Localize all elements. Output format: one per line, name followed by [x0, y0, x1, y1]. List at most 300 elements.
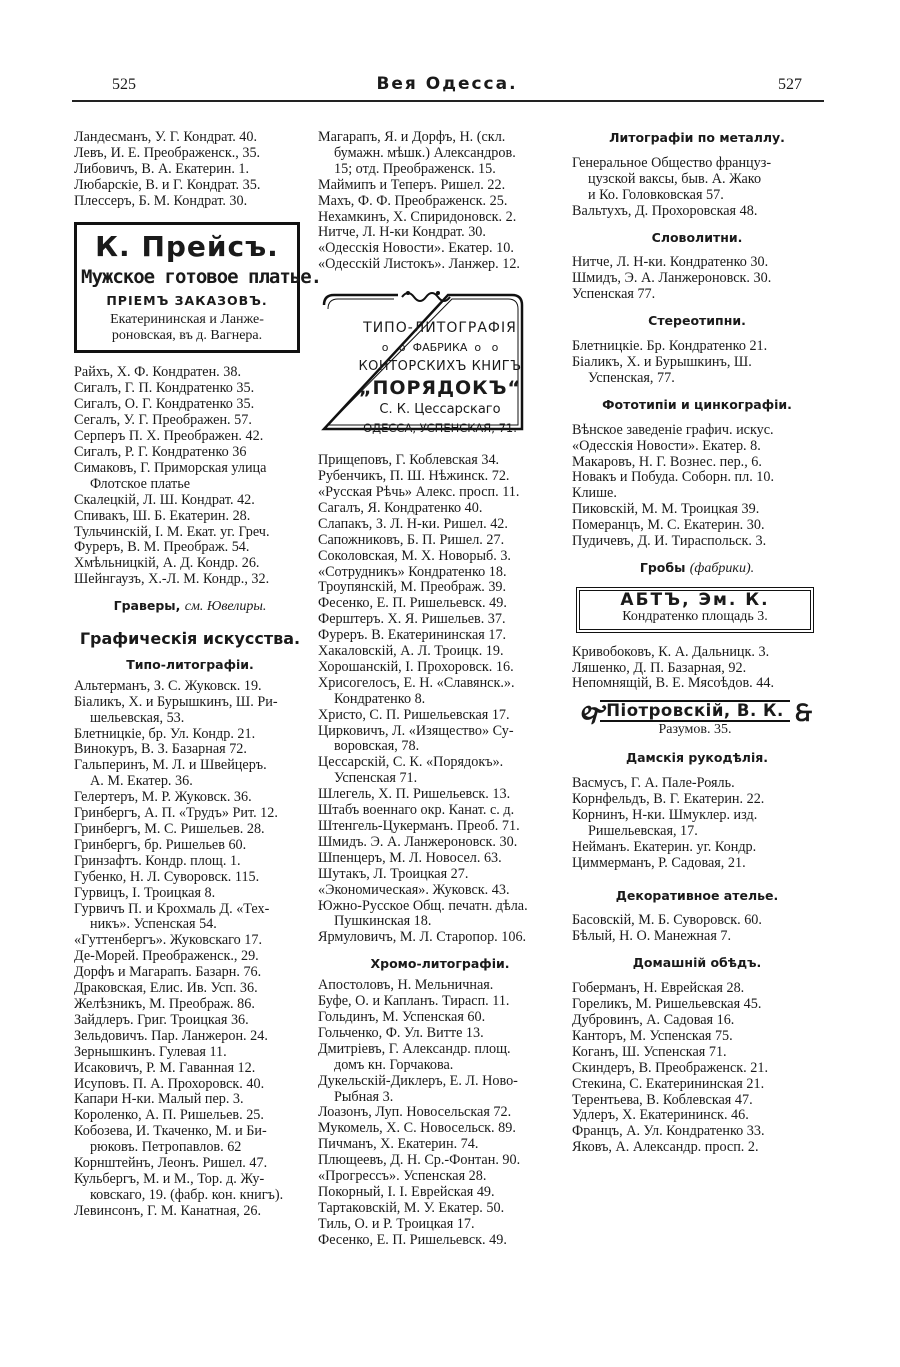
entry-line: Терентьева, В. Коблевская 47.: [572, 1092, 753, 1108]
directory-entry: Хмѣльницкій, А. Д. Кондр. 26.: [74, 556, 260, 572]
entry-continuation: Успенская, 77.: [588, 370, 675, 386]
directory-entry: [572, 1077, 822, 1093]
entry-line: «Сотрудникъ» Кондратенко 18.: [318, 564, 507, 580]
directory-entry: [572, 1124, 822, 1140]
entry-line: Корнфельдъ, В. Г. Екатерин. 22.: [572, 792, 765, 807]
directory-entry: Скалецкій, Л. Ш. Кондрат. 42.: [74, 492, 255, 508]
ad-orders: ПРІЕМЪ ЗАКАЗОВЪ.: [106, 292, 268, 308]
directory-entry: [572, 661, 822, 677]
directory-entry: [74, 1077, 306, 1093]
directory-entry: [572, 423, 822, 439]
entry-line: Кривобоковъ, К. А. Дальницк. 3.: [572, 644, 770, 660]
entry-continuation: воровская, 78.: [334, 739, 420, 755]
directory-entry: [318, 644, 562, 660]
ad-name: АБТЪ, Эм. К.: [620, 589, 770, 610]
directory-entry: [74, 679, 306, 695]
directory-entry: [74, 1124, 306, 1156]
section-title: Декоративное ателье.: [615, 887, 779, 903]
directory-entry: [572, 156, 822, 204]
directory-entry: [318, 835, 562, 851]
entry-line: Вѣнское заведеніе графич. искус.: [572, 422, 774, 438]
entry-continuation: шельевская, 53.: [90, 710, 185, 726]
entry-line: Драковская, Елис. Ив. Усп. 36.: [74, 981, 258, 997]
ad-address: ОДЕССА, УСПЕНСКАЯ, 71.: [363, 421, 517, 436]
scroll-ornament-icon: 🙲: [795, 701, 812, 728]
cross-reference: см. Ювелиры.: [184, 599, 267, 615]
directory-entry: [318, 549, 562, 565]
entry-line: Блетницкіе. Бр. Кондратенко 21.: [572, 339, 768, 355]
directory-entry: [318, 1217, 562, 1233]
entry-line: Біаликъ, Х. и Бурышкинъ, Ш. Ри-: [74, 694, 278, 710]
directory-entry: [318, 1074, 562, 1106]
ad-text: [326, 319, 554, 438]
section-title: Дамскія рукодѣлія.: [625, 750, 769, 766]
directory-entry: [74, 870, 306, 886]
entry-line: Зернышкинъ. Гулевая 11.: [74, 1044, 227, 1060]
entry-line: Исаковичъ, Р. М. Гаванная 12.: [74, 1060, 256, 1076]
advertisement-preis: [74, 222, 322, 354]
directory-entry: [572, 255, 822, 271]
entry-line: Сагалъ, Я. Кондратенко 40.: [318, 500, 483, 516]
entry-line: Желѣзникъ, М. Преображ. 86.: [74, 996, 255, 1012]
directory-entry: Тульчинскій, І. М. Екат. уг. Греч.: [74, 524, 270, 540]
entry-line: Цирковичъ, Л. «Изящество» Су-: [318, 723, 514, 739]
entry-continuation: Кондратенко 8.: [334, 691, 426, 707]
directory-entry: [318, 1185, 562, 1201]
entry-line: Удлеръ, Х. Екатерининск. 46.: [572, 1108, 749, 1124]
entry-line: Прищеповъ, Г. Коблевская 34.: [318, 453, 500, 469]
directory-entry: [572, 355, 822, 387]
entry-continuation: рюковъ. Петропавлов. 62: [90, 1140, 242, 1156]
directory-entry: [318, 899, 562, 931]
entry-line: Соколовская, М. Х. Новорыб. 3.: [318, 548, 511, 564]
directory-entry: [572, 1029, 822, 1045]
directory-entry: [572, 287, 822, 303]
entry-list: [572, 981, 822, 1156]
directory-entry: Плессеръ, Б. М. Кондрат. 30.: [74, 193, 248, 209]
ad-address: Разумов. 35.: [658, 722, 732, 738]
entry-line: Стекина, С. Екатерининская 21.: [572, 1076, 765, 1092]
entry-list: [318, 978, 562, 1248]
entry-list: [318, 130, 562, 273]
entry-list: [74, 679, 306, 1220]
directory-entry: [572, 792, 822, 808]
column-right: [572, 130, 822, 1156]
directory-entry: [318, 225, 562, 241]
entry-line: Гальперинъ, М. Л. и Швейцеръ.: [74, 758, 267, 774]
directory-entry: [74, 1029, 306, 1045]
directory-entry: [318, 628, 562, 644]
entry-line: Біаликъ, Х. и Бурышкинъ, Ш.: [572, 354, 752, 370]
section-coffins: [572, 560, 822, 577]
directory-entry: [318, 241, 562, 257]
entry-list: [572, 645, 822, 693]
directory-entry: [572, 1061, 822, 1077]
entry-line: Яковъ, А. Александр. просп. 2.: [572, 1140, 759, 1156]
directory-entry: [572, 271, 822, 287]
directory-entry: [74, 695, 306, 727]
directory-entry: [318, 178, 562, 194]
directory-entry: [74, 997, 306, 1013]
entry-line: Тиль, О. и Р. Троицкая 17.: [318, 1216, 475, 1232]
entry-line: «Русская Рѣчь» Алекс. просп. 11.: [318, 484, 520, 500]
directory-entry: [74, 1108, 306, 1124]
page-number-left: 525: [112, 76, 136, 93]
directory-entry: [74, 822, 306, 838]
entry-line: Шутакъ, Л. Троицкая 27.: [318, 866, 469, 882]
directory-entry: [318, 501, 562, 517]
entry-continuation: цузской ваксы, быв. А. Жако: [588, 171, 762, 187]
directory-entry: [318, 565, 562, 581]
entry-line: Цессарскій, С. К. «Порядокъ».: [318, 755, 504, 771]
entry-line: Де-Морей. Преображенск., 29.: [74, 949, 259, 965]
ad-address-1: Екатерининская и Ланже-: [110, 312, 264, 328]
directory-entry: [572, 534, 822, 550]
entry-line: Капари Н-ки. Малый пер. 3.: [74, 1092, 244, 1108]
entry-line: Кобозева, И. Ткаченко, М. и Би-: [74, 1124, 267, 1140]
entry-line: Гоберманъ, Н. Еврейская 28.: [572, 981, 745, 997]
page-header: [72, 76, 822, 100]
directory-entry: [318, 1233, 562, 1249]
directory-entry: [572, 502, 822, 518]
entry-line: Альтерманъ, З. С. Жуковск. 19.: [74, 678, 262, 694]
entry-line: Винокуръ, В. З. Базарная 72.: [74, 742, 247, 758]
entry-list: [572, 423, 822, 550]
entry-continuation: Пушкинская 18.: [334, 914, 432, 930]
directory-entry: [572, 1140, 822, 1156]
entry-line: Канторъ, М. Успенская 75.: [572, 1028, 733, 1044]
entry-line: «Экономическая». Жуковск. 43.: [318, 882, 510, 898]
entry-line: «Одесскія Новости». Екатер. 10.: [318, 241, 514, 257]
entry-list: [74, 130, 306, 210]
ad-slogan: Мужское готовое платье.: [81, 265, 322, 288]
directory-entry: [74, 758, 306, 790]
directory-entry: Сигалъ, Г. П. Кондратенко 35.: [74, 381, 255, 397]
entry-line: Гольдинъ, М. Успенская 60.: [318, 1009, 486, 1025]
entry-line: Зельдовичъ. Пар. Ланжерон. 24.: [74, 1028, 268, 1044]
directory-entry: [74, 949, 306, 965]
ad-line: о о ФАБРИКА о о: [381, 341, 499, 355]
directory-entry: [572, 339, 822, 355]
ad-name: Піотровскій, В. К.: [600, 700, 790, 722]
entry-line: Новакъ и Побуда. Соборн. пл. 10.: [572, 470, 775, 486]
directory-entry: Любарскіе, В. и Г. Кондрат. 35.: [74, 177, 261, 193]
directory-entry: [74, 1061, 306, 1077]
entry-line: Губенко, Н. Л. Суворовск. 115.: [74, 869, 260, 885]
advertisement-piotrovsky: [576, 700, 814, 738]
entry-line: «Прогрессъ». Успенская 28.: [318, 1169, 487, 1185]
entry-line: Троупянскій, М. Преображ. 39.: [318, 580, 507, 596]
directory-entry: [572, 1093, 822, 1109]
entry-line: Басовскій, М. Б. Суворовск. 60.: [572, 913, 762, 929]
entry-list: [572, 776, 822, 871]
entry-line: Короленко, А. П. Ришельев. 25.: [74, 1108, 264, 1124]
entry-line: Пиковскій, М. М. Троицкая 39.: [572, 502, 760, 518]
entry-line: «Гуттенбергъ». Жуковскаго 17.: [74, 933, 263, 949]
directory-entry: [572, 1108, 822, 1124]
entry-continuation: домъ кн. Горчакова.: [334, 1057, 454, 1073]
ad-address: Кондратенко площадь 3.: [622, 608, 768, 624]
directory-entry: [318, 194, 562, 210]
entry-line: Ляшенко, Д. П. Базарная, 92.: [572, 660, 747, 676]
entry-line: Магарапъ, Я. и Дорфъ, Н. (скл.: [318, 130, 506, 145]
entry-continuation: Успенская 71.: [334, 771, 418, 787]
directory-entry: [318, 596, 562, 612]
directory-entry: [318, 851, 562, 867]
directory-entry: [318, 612, 562, 628]
directory-entry: [74, 981, 306, 997]
section-heading: Графическія искусства.: [79, 629, 301, 649]
directory-entry: [318, 1201, 562, 1217]
directory-entry: [572, 204, 822, 220]
entry-continuation: А. М. Екатер. 36.: [90, 774, 193, 790]
directory-entry: Симаковъ, Г. Приморская улица: [74, 460, 267, 476]
entry-line: Шмидъ, Э. А. Ланжероновск. 30.: [572, 271, 772, 287]
running-title: Вея Одесса.: [376, 74, 518, 94]
directory-entry: [572, 676, 822, 692]
entry-list: [572, 156, 822, 220]
entry-line: «Одесскія Новости». Екатер. 8.: [572, 438, 761, 454]
directory-entry: [318, 485, 562, 501]
subsection-title: Типо-литографіи.: [126, 656, 254, 672]
scroll-ornament-icon: 🙰: [578, 701, 609, 728]
entry-line: Левинсонъ, Г. М. Канатная, 26.: [74, 1203, 262, 1219]
entry-line: Ферштеръ. Х. Я. Ришельев. 37.: [318, 612, 506, 628]
section-title: Фототипіи и цинкографіи.: [602, 396, 792, 412]
entry-line: Дукельскій-Диклеръ, Е. Л. Ново-: [318, 1073, 518, 1089]
directory-entry: [318, 257, 562, 273]
directory-entry: [74, 1045, 306, 1061]
directory-entry: [318, 1121, 562, 1137]
directory-entry: [318, 1169, 562, 1185]
directory-entry: [318, 517, 562, 533]
entry-line: Дорфъ и Магарапъ. Базарн. 76.: [74, 965, 262, 981]
entry-continuation: бумажн. мѣшк.) Александров.: [334, 145, 516, 161]
entry-line: Буфе, О. и Капланъ. Тирасп. 11.: [318, 994, 510, 1010]
entry-continuation: 15; отд. Преображенск. 15.: [334, 161, 496, 177]
directory-entry: [318, 1042, 562, 1074]
entry-line: Макаровъ, Н. Г. Вознес. пер., 6.: [572, 454, 762, 470]
column-middle: [318, 130, 562, 1249]
directory-entry: Ландесманъ, У. Г. Кондрат. 40.: [74, 130, 258, 145]
entry-line: Непомнящій, В. Е. Мясоѣдов. 44.: [572, 676, 774, 692]
section-title: Литографіи по металлу.: [609, 130, 785, 145]
entry-line: Пичманъ, Х. Екатерин. 74.: [318, 1137, 479, 1153]
entry-list: [318, 453, 562, 946]
directory-entry: [74, 1092, 306, 1108]
directory-entry: Фуреръ, В. М. Преображ. 54.: [74, 540, 250, 556]
directory-entry: Серперъ П. Х. Преображен. 42.: [74, 429, 264, 445]
entry-list: [572, 255, 822, 303]
entry-continuation: никъ». Успенская 54.: [90, 917, 217, 933]
entry-line: Покорный, І. І. Еврейская 49.: [318, 1184, 495, 1200]
directory-entry: Либовичъ, В. А. Екатерин. 1.: [74, 161, 250, 177]
entry-list: [572, 339, 822, 387]
entry-line: Гольченко, Ф. Ул. Витте 13.: [318, 1025, 484, 1041]
directory-entry: [74, 742, 306, 758]
entry-continuation: и Ко. Головковская 57.: [588, 187, 724, 203]
page-number-right: 527: [778, 76, 802, 93]
entry-line: Лоазонъ, Луп. Новосельская 72.: [318, 1105, 512, 1121]
directory-entry: [572, 776, 822, 792]
entry-line: Нитче, Л. Н-ки Кондрат. 30.: [318, 225, 486, 241]
directory-entry: [318, 676, 562, 708]
entry-line: Фесенко, Е. П. Ришельевск. 49.: [318, 596, 507, 612]
directory-entry: [318, 930, 562, 946]
advertisement-poryadok: [318, 287, 562, 437]
directory-entry: [318, 1105, 562, 1121]
entry-line: Рубенчикъ, П. Ш. Нѣжинск. 72.: [318, 469, 510, 485]
entry-line: Нейманъ. Екатерин. уг. Кондр.: [572, 839, 757, 855]
directory-entry: [318, 978, 562, 994]
directory-entry: [572, 913, 822, 929]
entry-line: Хрисогелосъ, Е. Н. «Славянск.».: [318, 675, 515, 691]
directory-entry: [74, 854, 306, 870]
entry-line: Успенская 77.: [572, 287, 656, 303]
directory-entry: Сигалъ, О. Г. Кондратенко 35.: [74, 397, 255, 413]
entry-continuation: Ришельевская, 17.: [588, 823, 698, 839]
entry-line: Ярмуловичъ, М. Л. Старопор. 106.: [318, 930, 527, 946]
entry-line: Христо, С. П. Ришельевская 17.: [318, 707, 510, 723]
directory-entry: [74, 933, 306, 949]
header-rule: [72, 100, 824, 102]
directory-entry: [572, 645, 822, 661]
entry-line: Францъ, А. Ул. Кондратенко 33.: [572, 1124, 765, 1140]
entry-line: Штенгель-Цукерманъ. Преоб. 71.: [318, 819, 520, 834]
entry-line: Гринзафтъ. Кондр. площ. 1.: [74, 853, 241, 869]
section-title: Домашній обѣдъ.: [632, 955, 762, 971]
ad-line: ТИПО-ЛИТОГРАФІЯ: [363, 320, 517, 337]
entry-line: Блетницкіе, бр. Ул. Кондр. 21.: [74, 726, 256, 742]
directory-entry: [318, 867, 562, 883]
entry-line: Южно-Русское Общ. печатн. дѣла.: [318, 898, 528, 914]
directory-entry: [572, 856, 822, 872]
directory-entry: [318, 724, 562, 756]
directory-entry: [74, 886, 306, 902]
entry-line: Плющеевъ, Д. Н. Ср.-Фонтан. 90.: [318, 1153, 521, 1169]
ad-address-2: роновская, въ д. Вагнера.: [111, 328, 263, 344]
directory-entry: [318, 210, 562, 226]
directory-entry: [318, 994, 562, 1010]
entry-line: Бѣлый, Н. О. Манежная 7.: [572, 929, 732, 945]
entry-line: Циммерманъ, Р. Садовая, 21.: [572, 855, 746, 871]
directory-entry: Левъ, И. Е. Преображенск., 35.: [74, 145, 261, 161]
directory-entry: Шейнгаузъ, Х.-Л. М. Кондр., 32.: [74, 572, 270, 588]
entry-line: Исуповъ. П. А. Прохоровск. 40.: [74, 1076, 265, 1092]
ad-name: К. Прейсъ.: [95, 229, 279, 263]
directory-entry: [74, 838, 306, 854]
entry-line: Фесенко, Е. П. Ришельевск. 49.: [318, 1232, 507, 1248]
entry-line: Гринбергъ, А. П. «Трудъ» Рит. 12.: [74, 806, 278, 822]
entry-line: Гурвицъ, І. Троицкая 8.: [74, 885, 216, 901]
advertisement-abt: [576, 587, 814, 633]
entry-line: Шмидъ. Э. А. Ланжероновск. 30.: [318, 834, 518, 850]
directory-entry: [572, 997, 822, 1013]
directory-entry: [74, 1156, 306, 1172]
entry-line: Гурвичъ П. и Крохмаль Д. «Тех-: [74, 901, 270, 917]
ad-name: „ПОРЯДОКЪ“: [358, 377, 522, 400]
entry-list: [74, 493, 306, 588]
entry-line: Маймипъ и Теперъ. Ришел. 22.: [318, 177, 506, 193]
directory-entry: [318, 580, 562, 596]
entry-line: Корнштейнъ, Леонъ. Ришел. 47.: [74, 1156, 268, 1172]
directory-entry: Райхъ, Х. Ф. Кондратен. 38.: [74, 365, 242, 381]
entry-line: Гелертеръ, М. Р. Жуковск. 36.: [74, 790, 252, 806]
directory-entry: [572, 840, 822, 856]
entry-line: Корнинъ, Н-ки. Шмуклер. изд.: [572, 807, 758, 823]
directory-entry: [74, 727, 306, 743]
directory-entry: [572, 518, 822, 534]
directory-entry: [318, 1026, 562, 1042]
entry-line: Тартаковскій, М. У. Екатер. 50.: [318, 1200, 505, 1216]
directory-entry: [318, 130, 562, 178]
entry-list: [572, 913, 822, 945]
directory-entry: Спивакъ, Ш. Б. Екатерин. 28.: [74, 508, 251, 524]
directory-entry: [318, 787, 562, 803]
directory-entry: [74, 902, 306, 934]
entry-line: Пудичевъ, Д. И. Тираспольск. 3.: [572, 534, 767, 550]
entry-line: Кульбергъ, М. и М., Тор. д. Жу-: [74, 1171, 265, 1187]
directory-entry: [74, 806, 306, 822]
entry-line: Слапакъ, З. Л. Н-ки. Ришел. 42.: [318, 516, 508, 532]
directory-entry: [74, 790, 306, 806]
directory-entry: [572, 808, 822, 840]
entry-line: Зайдлеръ. Григ. Троицкая 36.: [74, 1012, 249, 1028]
entry-line: Померанцъ, М. С. Екатерин. 30.: [572, 518, 765, 534]
directory-entry: [572, 470, 822, 486]
entry-line: Штабъ военнаго окр. Канат. с. д.: [318, 803, 515, 819]
entry-continuation: Рыбная 3.: [334, 1089, 394, 1105]
directory-entry: [318, 755, 562, 787]
directory-entry: [572, 981, 822, 997]
entry-continuation: ковскаго, 19. (фабр. кон. книгъ).: [90, 1187, 284, 1203]
section-title: Стереотипни.: [648, 313, 746, 329]
entry-line: Шлегель, Х. П. Ришельевск. 13.: [318, 787, 511, 803]
directory-entry: [572, 455, 822, 471]
entry-line: Клише.: [572, 486, 617, 502]
entry-line: Гореликъ, М. Ришельевская 45.: [572, 997, 762, 1013]
entry-line: Вальтухъ, Д. Прохоровская 48.: [572, 203, 758, 219]
entry-line: Скиндеръ, В. Преображенск. 21.: [572, 1060, 768, 1076]
section-title: Словолитни.: [651, 229, 743, 245]
directory-entry: [318, 453, 562, 469]
directory-entry: [318, 708, 562, 724]
directory-entry: [74, 1172, 306, 1204]
ad-line: С. К. Цессарскаго: [379, 402, 501, 418]
entry-line: Нитче, Л. Н-ки. Кондратенко 30.: [572, 255, 769, 271]
entry-line: «Одесскій Листокъ». Ланжер. 12.: [318, 257, 520, 273]
section-title: Граверы,: [113, 598, 181, 614]
directory-entry: [572, 486, 822, 502]
entry-line: Гринбергъ, бр. Ришельев 60.: [74, 837, 247, 853]
entry-line: Васмусъ, Г. А. Пале-Рояль.: [572, 776, 735, 792]
directory-entry: [318, 533, 562, 549]
entry-line: Хорошанскій, І. Прохоровск. 16.: [318, 659, 514, 675]
entry-line: Сапожниковъ, Б. П. Ришел. 27.: [318, 532, 505, 548]
directory-entry: [572, 1013, 822, 1029]
directory-entry: [74, 965, 306, 981]
entry-line: Фуреръ. В. Екатерининская 17.: [318, 628, 507, 644]
directory-entry: [318, 819, 562, 835]
section-note: (фабрики).: [689, 560, 755, 576]
subsection-title: Хромо-литографіи.: [370, 956, 510, 972]
directory-entry: [318, 1153, 562, 1169]
directory-entry: [318, 803, 562, 819]
column-left: [74, 130, 322, 1220]
entry-continuation: Флотское платье: [90, 476, 191, 492]
directory-entry: [572, 1045, 822, 1061]
directory-entry: [572, 929, 822, 945]
